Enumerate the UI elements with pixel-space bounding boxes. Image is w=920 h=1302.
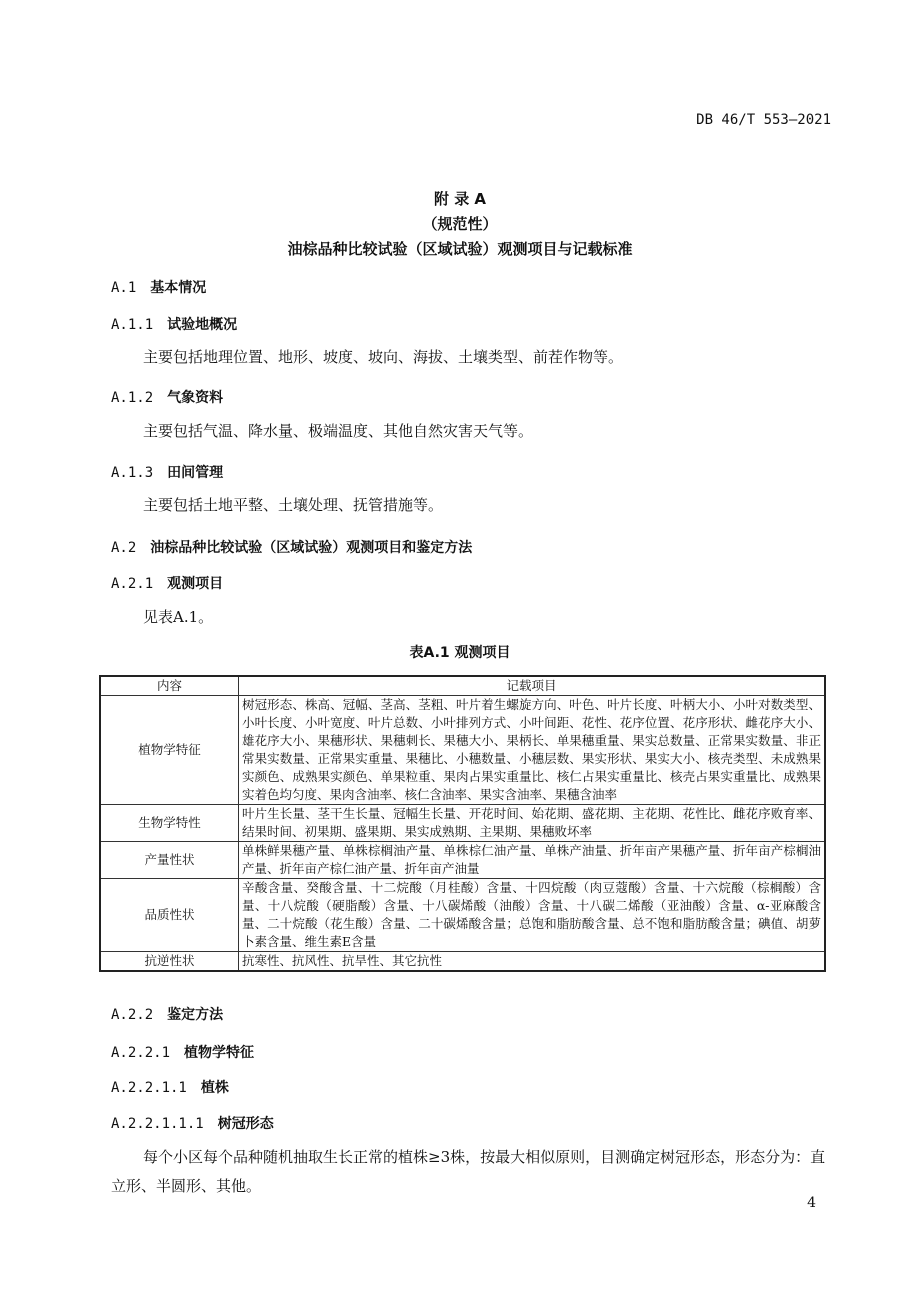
section-heading-a2-2 — [111, 1004, 223, 1024]
section-number: A.1.3 — [111, 465, 154, 481]
observation-table — [99, 675, 826, 972]
row-items: 辛酸含量、癸酸含量、十二烷酸（月桂酸）含量、十四烷酸（肉豆蔻酸）含量、十六烷酸（棕榈酸）含量、十八烷酸（硬脂酸）含量、十八碳烯酸（油酸）含量、十八碳二烯酸（亚油酸）含量、α-亚麻酸含量、二十烷酸（花生酸）含量、二十碳烯酸含量；总饱和脂肪酸含量、总不饱和脂肪酸含量；碘值、胡萝卜素含量、维生素E含量 — [239, 879, 826, 952]
section-number: A.2.2.1.1 — [111, 1080, 187, 1096]
section-heading-a1-2 — [111, 387, 223, 407]
section-heading-a1-1 — [111, 314, 237, 334]
row-items: 树冠形态、株高、冠幅、茎高、茎粗、叶片着生螺旋方向、叶色、叶片长度、叶柄大小、小叶对数类型、小叶长度、小叶宽度、叶片总数、小叶排列方式、小叶间距、花性、花序位置、花序形状、雌花序大小、雄花序大小、果穗形状、果穗刺长、果穗大小、果柄长、单果穗重量、果实总数量、正常果实数量、非正常果实数量、正常果实重量、果穗比、小穗数量、小穗层数、果实形状、果实大小、核壳类型、未成熟果实颜色、成熟果实颜色、单果粒重、果肉占果实重量比、核仁占果实重量比、核壳占果实重量比、成熟果实着色均匀度、果肉含油率、核仁含油率、果实含油率、果穗含油率 — [239, 696, 826, 805]
row-category: 抗逆性状 — [100, 952, 239, 972]
paragraph: 每个小区每个品种随机抽取生长正常的植株≥3株，按最大相似原则，目测确定树冠形态，形态分为：直立形、半圆形、其他。 — [111, 1148, 826, 1195]
section-heading-a2-1 — [111, 573, 223, 593]
table-row — [100, 805, 825, 842]
section-number: A.1.1 — [111, 317, 154, 333]
section-title: 植株 — [200, 1080, 229, 1096]
section-number: A.2.2.1.1.1 — [111, 1116, 204, 1132]
row-category: 产量性状 — [100, 842, 239, 879]
section-title: 植物学特征 — [184, 1045, 255, 1061]
paragraph: 主要包括土地平整、土壤处理、抚管措施等。 — [143, 496, 444, 514]
row-category: 生物学特性 — [100, 805, 239, 842]
section-title: 试验地概况 — [167, 317, 238, 333]
section-number: A.2.2 — [111, 1007, 154, 1023]
section-heading-a1-3 — [111, 462, 223, 482]
appendix-label: 附 录 A — [433, 190, 487, 208]
row-category: 品质性状 — [100, 879, 239, 952]
paragraph: 主要包括气温、降水量、极端温度、其他自然灾害天气等。 — [143, 422, 534, 440]
section-title: 油棕品种比较试验（区域试验）观测项目和鉴定方法 — [150, 540, 473, 556]
section-title: 基本情况 — [150, 280, 207, 296]
table-row — [100, 952, 825, 972]
section-heading-a2 — [111, 537, 472, 557]
row-category: 植物学特征 — [100, 696, 239, 805]
table-title: 表A.1 观测项目 — [409, 645, 511, 661]
section-number: A.2 — [111, 540, 137, 556]
section-number: A.2.1 — [111, 576, 154, 592]
section-number: A.2.2.1 — [111, 1045, 171, 1061]
section-number: A.1.2 — [111, 390, 154, 406]
row-items: 单株鲜果穗产量、单株棕榈油产量、单株棕仁油产量、单株产油量、折年亩产果穗产量、折年亩产棕榈油产量、折年亩产棕仁油产量、折年亩产油量 — [239, 842, 826, 879]
section-title: 田间管理 — [167, 465, 224, 481]
document-code: DB 46/T 553—2021 — [696, 112, 831, 128]
column-header: 记载项目 — [239, 676, 826, 696]
section-title: 鉴定方法 — [167, 1007, 224, 1023]
table-header-row — [100, 676, 825, 696]
row-items: 叶片生长量、茎干生长量、冠幅生长量、开花时间、始花期、盛花期、主花期、花性比、雌花序败育率、结果时间、初果期、盛果期、果实成熟期、主果期、果穗败坏率 — [239, 805, 826, 842]
paragraph: 主要包括地理位置、地形、坡度、坡向、海拔、土壤类型、前茬作物等。 — [143, 348, 624, 366]
paragraph: 见表A.1。 — [143, 608, 214, 626]
section-title: 气象资料 — [167, 390, 224, 406]
table-row — [100, 696, 825, 805]
table-row — [100, 879, 825, 952]
row-items: 抗寒性、抗风性、抗旱性、其它抗性 — [239, 952, 826, 972]
column-header: 内容 — [100, 676, 239, 696]
section-number: A.1 — [111, 280, 137, 296]
section-title: 树冠形态 — [217, 1116, 274, 1132]
section-heading-a2-2-1-1-1 — [111, 1113, 274, 1133]
section-heading-a1 — [111, 277, 206, 297]
appendix-title: 油棕品种比较试验（区域试验）观测项目与记载标准 — [287, 240, 633, 258]
section-heading-a2-2-1-1 — [111, 1077, 229, 1097]
appendix-nature: （规范性） — [422, 215, 498, 233]
section-title: 观测项目 — [167, 576, 224, 592]
table-row — [100, 842, 825, 879]
section-heading-a2-2-1 — [111, 1042, 254, 1062]
page-number: 4 — [807, 1195, 816, 1211]
